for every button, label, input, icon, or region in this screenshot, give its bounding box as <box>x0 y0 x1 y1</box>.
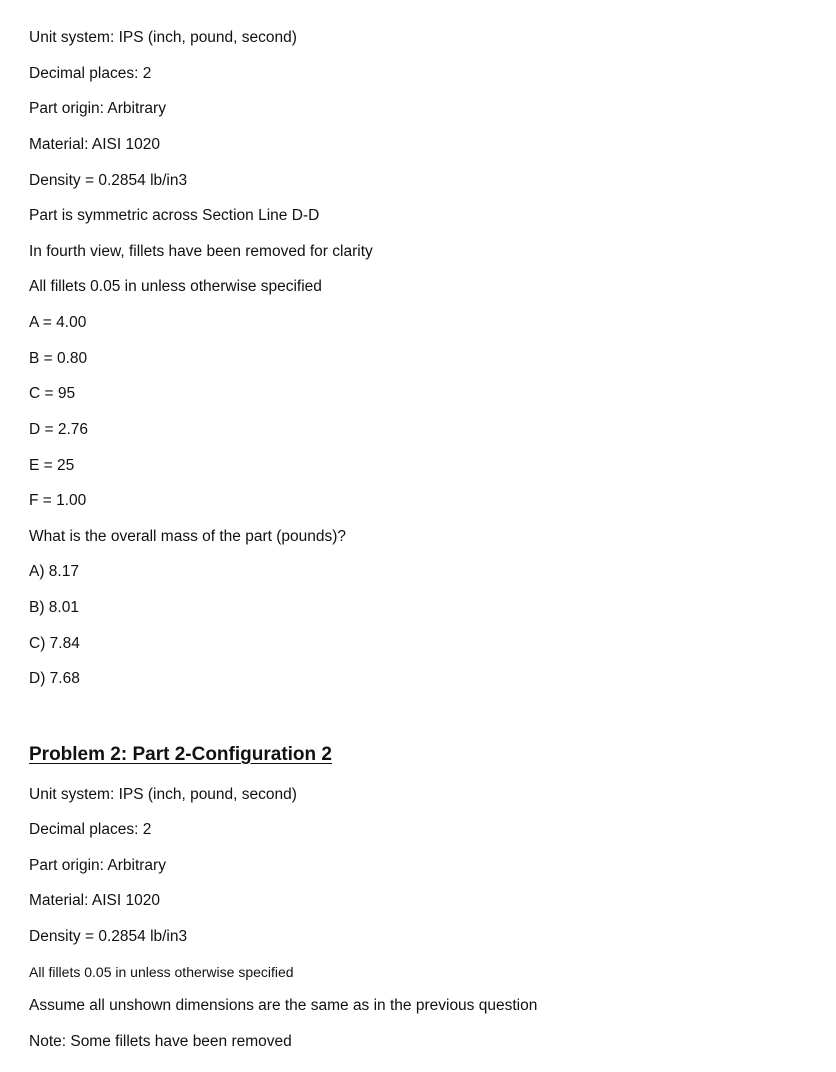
p2-decimal-places-line: Decimal places: 2 <box>29 821 152 838</box>
p2-fillets-note: All fillets 0.05 in unless otherwise specified <box>29 964 294 980</box>
density-line: Density = 0.2854 lb/in3 <box>29 172 188 189</box>
answer-option-c: C) 7.84 <box>29 635 80 652</box>
p2-part-origin-line: Part origin: Arbitrary <box>29 857 166 874</box>
dimension-d: D = 2.76 <box>29 421 89 438</box>
unit-system-line: Unit system: IPS (inch, pound, second) <box>29 29 297 46</box>
p2-density-line: Density = 0.2854 lb/in3 <box>29 928 188 945</box>
question-text: What is the overall mass of the part (pounds)? <box>29 528 347 545</box>
p2-material-line: Material: AISI 1020 <box>29 892 160 909</box>
symmetry-note: Part is symmetric across Section Line D-D <box>29 207 320 224</box>
dimension-b: B = 0.80 <box>29 350 88 367</box>
fourth-view-note: In fourth view, fillets have been removed for clarity <box>29 243 373 260</box>
answer-option-b: B) 8.01 <box>29 599 79 616</box>
p2-unit-system-line: Unit system: IPS (inch, pound, second) <box>29 786 297 803</box>
decimal-places-line: Decimal places: 2 <box>29 65 152 82</box>
answer-option-d: D) 7.68 <box>29 670 80 687</box>
material-line: Material: AISI 1020 <box>29 136 160 153</box>
p2-fillets-removed-note: Note: Some fillets have been removed <box>29 1033 292 1050</box>
dimension-e: E = 25 <box>29 457 75 474</box>
dimension-c: C = 95 <box>29 385 76 402</box>
p2-assume-note: Assume all unshown dimensions are the same as in the previous question <box>29 997 538 1014</box>
part-origin-line: Part origin: Arbitrary <box>29 100 166 117</box>
fillets-note: All fillets 0.05 in unless otherwise specified <box>29 278 322 295</box>
dimension-a: A = 4.00 <box>29 314 87 331</box>
answer-option-a: A) 8.17 <box>29 563 79 580</box>
problem-2-heading: Problem 2: Part 2-Configuration 2 <box>29 744 332 765</box>
dimension-f: F = 1.00 <box>29 492 87 509</box>
